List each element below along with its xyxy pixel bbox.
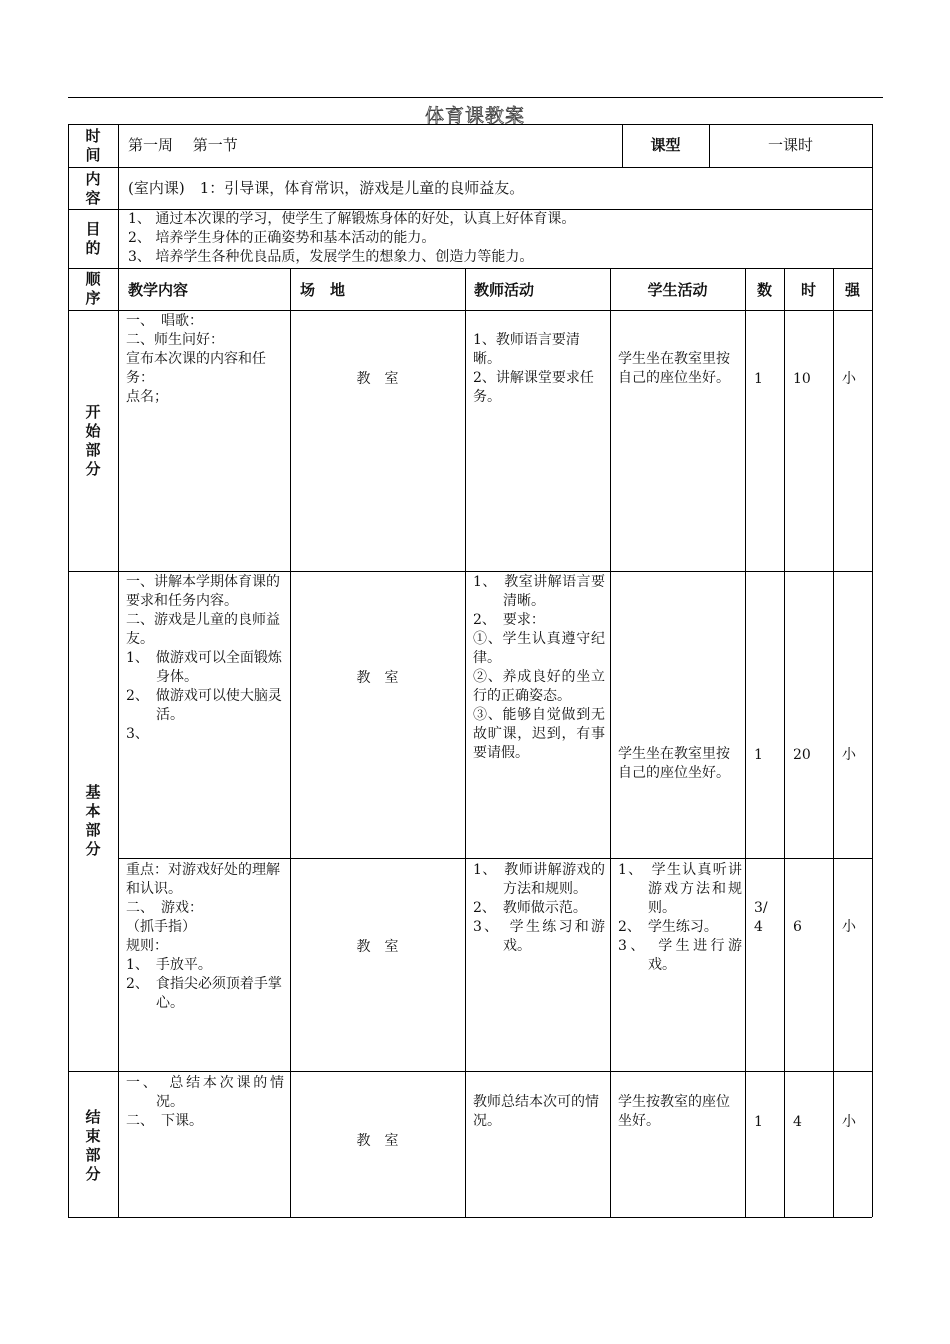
section-label-start: 开 始 部 分 (85, 403, 101, 478)
col-venue: 场 地 (300, 281, 346, 299)
teacher-line: 2、 要求： (473, 612, 545, 628)
top-rule (68, 97, 883, 98)
col-teacher-activity: 教师活动 (474, 281, 535, 299)
basic1-teaching-content (126, 573, 284, 744)
basic1-count: 1 (754, 747, 763, 763)
time-label: 时 间 (85, 127, 101, 164)
end-count: 1 (754, 1114, 763, 1130)
basic1-time: 20 (793, 747, 811, 763)
teacher-line: 2、讲解课堂要求任务。 (473, 370, 594, 405)
content-line: 1、 做游戏可以全面锻炼身体。 (126, 650, 282, 685)
end-time: 4 (793, 1114, 802, 1130)
content-label: 内 容 (85, 170, 101, 207)
content-line: 点名； (126, 389, 168, 405)
end-teacher-activity: 教师总结本次可的情况。 (473, 1094, 599, 1129)
content-line: 1、 手放平。 (126, 957, 212, 973)
section-label-end: 结 束 部 分 (85, 1108, 101, 1183)
content-line: 重点：对游戏好处的理解和认识。 (126, 862, 280, 897)
section-label-basic: 基 本 部 分 (85, 783, 101, 858)
lesson-type-value: 一课时 (767, 136, 813, 154)
lesson-type-label: 课型 (650, 136, 681, 154)
col-student-activity: 学生活动 (647, 281, 708, 299)
end-venue: 教 室 (356, 1133, 399, 1149)
basic1-intensity: 小 (842, 747, 856, 763)
content-line: 规则： (126, 938, 168, 954)
col-intensity: 强 (844, 281, 860, 299)
start-student-activity: 学生坐在教室里按自己的座位坐好。 (618, 351, 730, 386)
goal-label: 目 的 (85, 220, 101, 257)
end-intensity: 小 (842, 1114, 856, 1130)
basic1-student-activity: 学生坐在教室里按自己的座位坐好。 (618, 746, 730, 781)
col-teaching-content: 教学内容 (128, 281, 189, 299)
student-line: 1、 学生认真听讲游戏方法和规则。 (618, 862, 742, 916)
end-student-activity: 学生按教室的座位坐好。 (618, 1094, 730, 1129)
teacher-line: ②、养成良好的坐立行的正确姿态。 (473, 669, 605, 704)
teacher-line: ①、学生认真遵守纪律。 (473, 631, 605, 666)
start-teaching-content (126, 312, 286, 407)
basic2-count: 3/4 (754, 900, 768, 935)
teacher-line: ③、能够自觉做到无故旷课，迟到，有事要请假。 (473, 707, 605, 761)
student-line: 2、 学生练习。 (618, 919, 718, 935)
content-line: 二、游戏是儿童的良师益友。 (126, 612, 280, 647)
time-value: 第一周 第一节 (128, 136, 238, 154)
start-time: 10 (793, 371, 811, 387)
student-line: 3、 学生进行游戏。 (618, 938, 742, 973)
col-order: 顺 序 (85, 270, 101, 307)
basic1-venue: 教 室 (356, 670, 399, 686)
start-venue: 教 室 (356, 371, 399, 387)
goal-item: 2、 培养学生身体的正确姿势和基本活动的能力。 (128, 230, 436, 246)
basic2-student-activity (618, 861, 742, 975)
teacher-line: 1、 教师讲解游戏的方法和规则。 (473, 862, 605, 897)
basic2-teaching-content (126, 861, 284, 1013)
basic2-time: 6 (793, 919, 802, 935)
col-count: 数 (756, 281, 772, 299)
basic2-venue: 教 室 (356, 939, 399, 955)
goal-list (128, 210, 868, 267)
teacher-line: 1、 教室讲解语言要清晰。 (473, 574, 605, 609)
col-time: 时 (800, 281, 816, 299)
basic1-teacher-activity (473, 573, 605, 763)
content-line: 宣布本次课的内容和任务： (126, 351, 266, 386)
content-line: 二、师生问好： (126, 332, 224, 348)
basic2-intensity: 小 (842, 919, 856, 935)
start-count: 1 (754, 371, 763, 387)
content-line: 2、 做游戏可以使大脑灵活。 (126, 688, 282, 723)
teacher-line: 1、教师语言要清晰。 (473, 332, 580, 367)
content-line: 一、讲解本学期体育课的要求和任务内容。 (126, 574, 280, 609)
basic2-teacher-activity (473, 861, 605, 956)
page-title: 体育课教案 (424, 105, 525, 127)
content-line: 二、 下课。 (126, 1113, 203, 1129)
content-line: 一、 唱歌： (126, 313, 203, 329)
goal-item: 3、 培养学生各种优良品质，发展学生的想象力、创造力等能力。 (128, 249, 534, 265)
teacher-line: 3、 学生练习和游戏。 (473, 919, 605, 954)
content-line: 二、 游戏： (126, 900, 203, 916)
content-line: （抓手指） (126, 919, 196, 935)
teacher-line: 2、 教师做示范。 (473, 900, 587, 916)
content-value: (室内课) 1：引导课，体育常识，游戏是儿童的良师益友。 (128, 179, 525, 197)
start-teacher-activity (473, 331, 605, 407)
end-teaching-content (126, 1074, 284, 1131)
content-line: 3、 (126, 726, 149, 742)
content-line: 一、 总结本次课的情况。 (126, 1075, 284, 1110)
goal-item: 1、 通过本次课的学习，使学生了解锻炼身体的好处，认真上好体育课。 (128, 211, 576, 227)
start-intensity: 小 (842, 371, 856, 387)
content-line: 2、 食指尖必须顶着手掌心。 (126, 976, 282, 1011)
